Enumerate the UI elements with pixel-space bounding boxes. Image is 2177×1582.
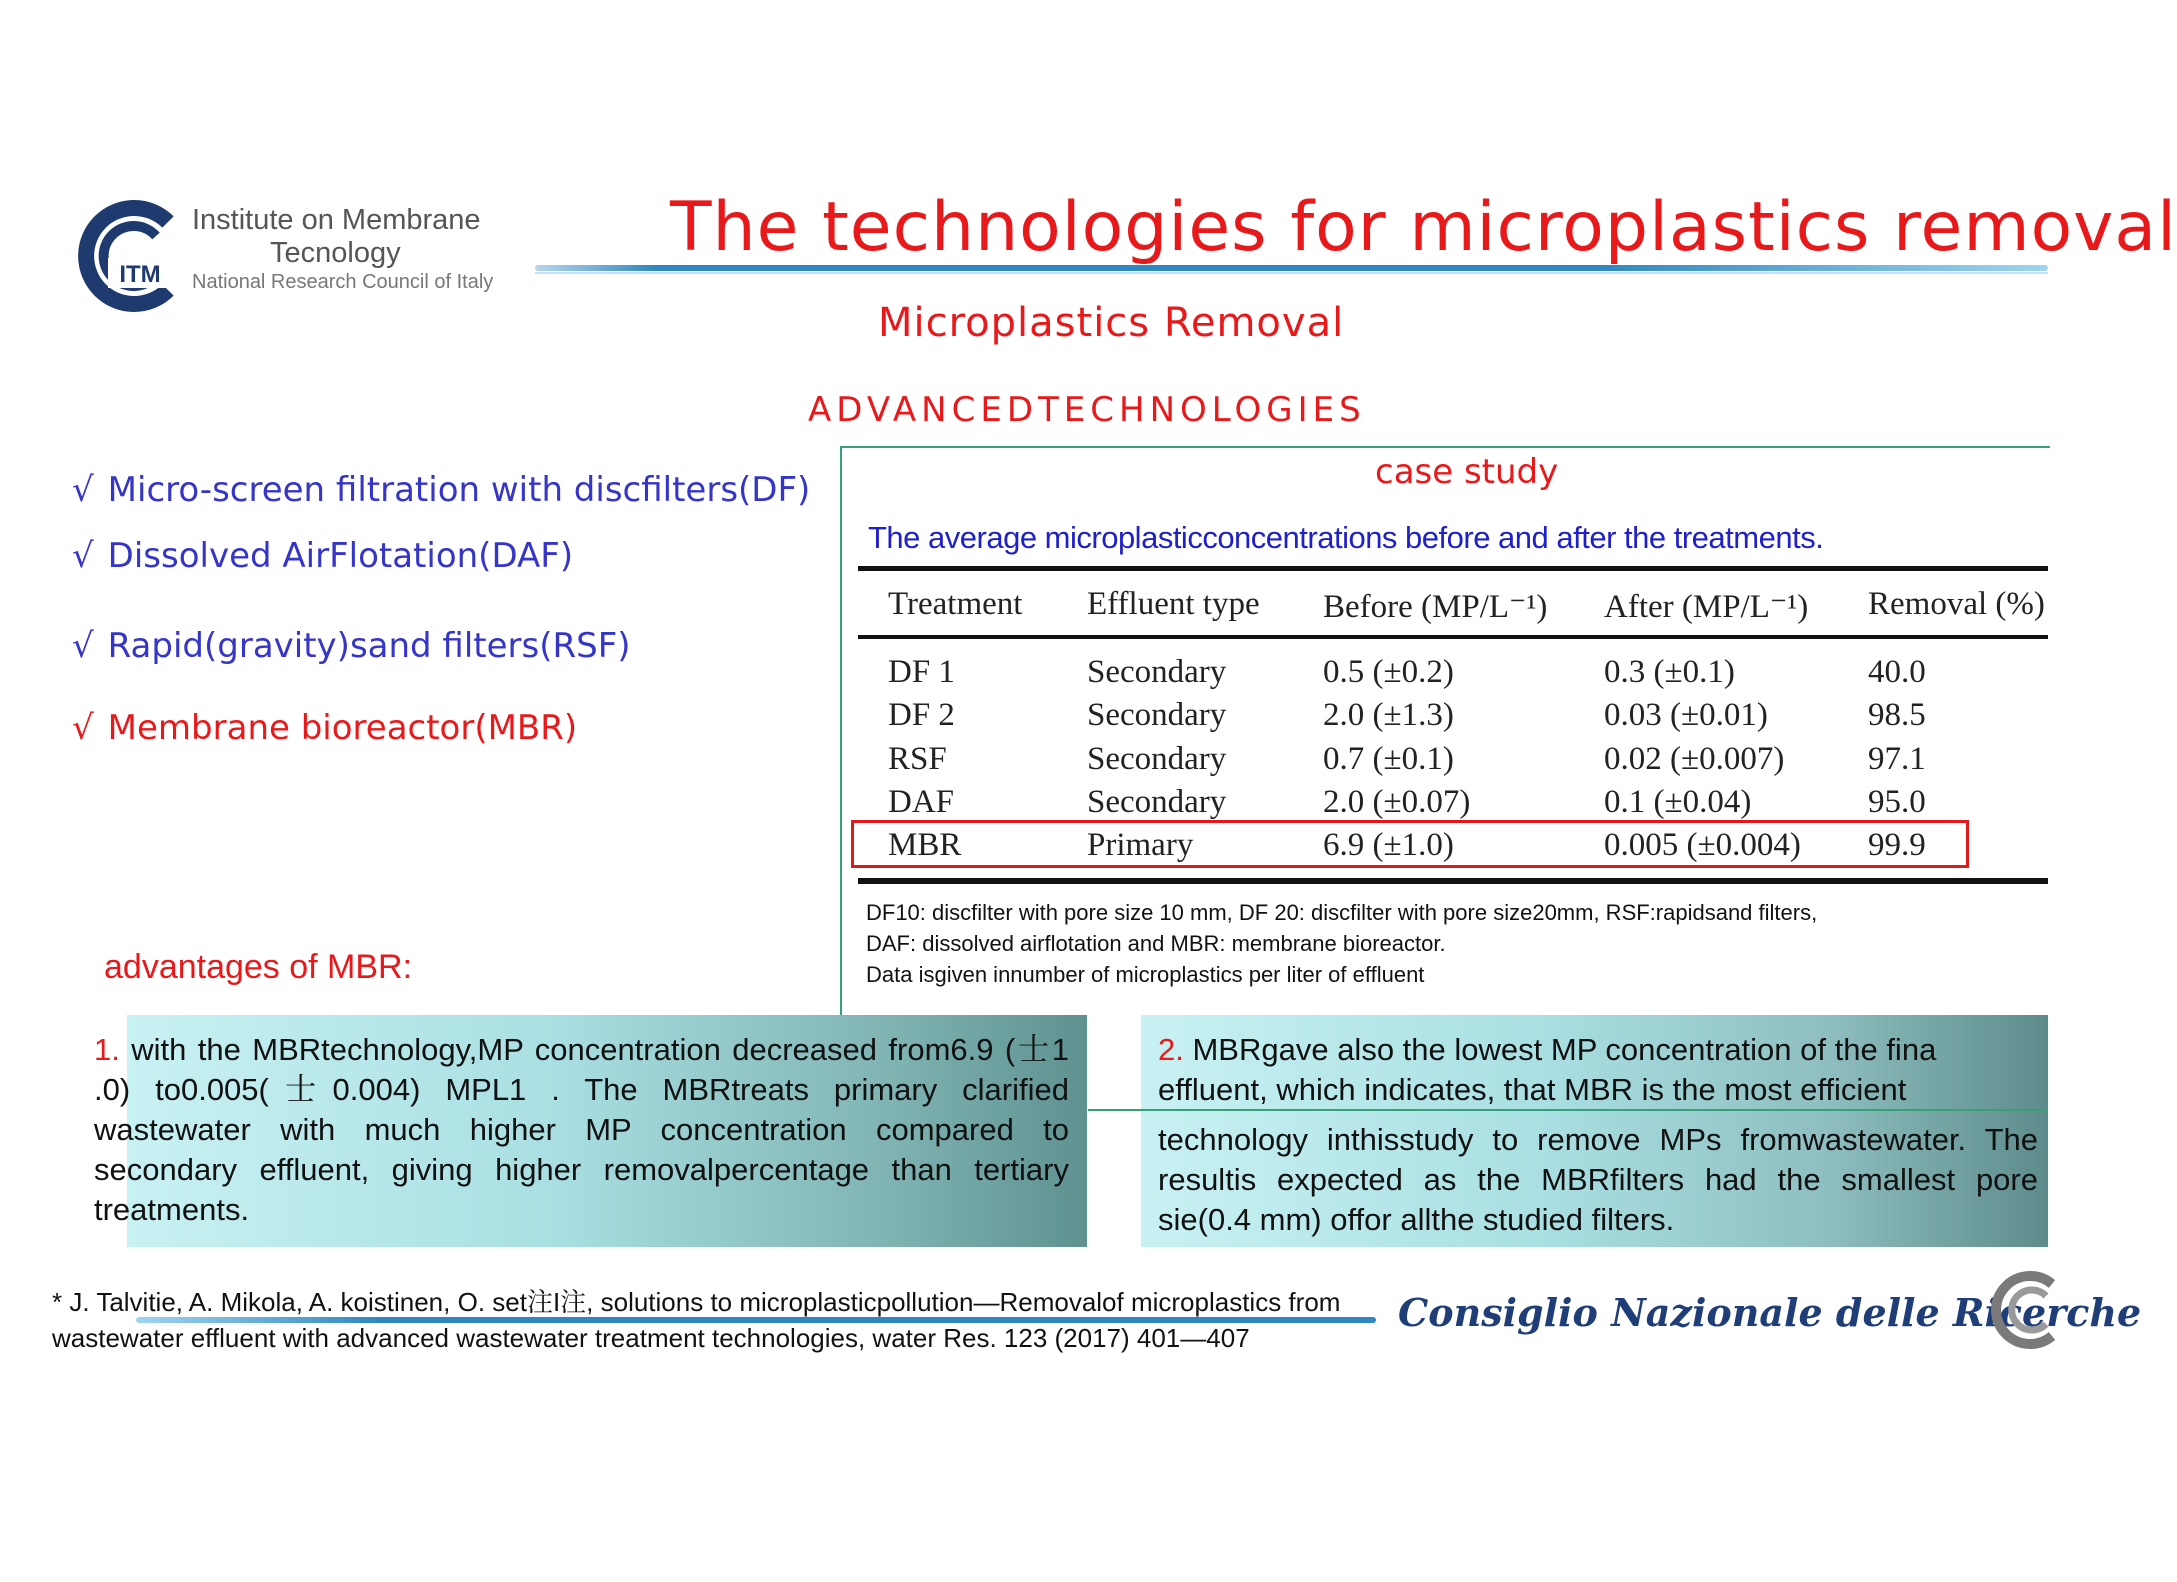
table-cell: 0.005 (±0.004): [1604, 827, 1801, 863]
column-header: Before (MP/L⁻¹): [1323, 589, 1548, 625]
table-cell: DAF: [888, 784, 955, 820]
list-item: √ Rapid(gravity)sand filters(RSF): [72, 626, 631, 666]
logo-line-1: Institute on Membrane: [192, 204, 481, 236]
case-study-title: case study: [1375, 452, 1559, 492]
column-header: Treatment: [888, 586, 1023, 622]
list-item: √ Membrane bioreactor(MBR): [72, 708, 578, 748]
advantage-2-text: 2. MBRgave also the lowest MP concentration of the fina effluent, which indicates, that MBR is the most efficient technology inthisstudy to remove MPs fromwastewater. The resultis expected as the MBRfilters had the smallest pore sie(0.4 mm) offor allthe studied filters.: [1158, 1032, 2038, 1237]
table-notes: [866, 898, 2046, 990]
table-rule-header: [858, 635, 2048, 639]
table-cell: Secondary: [1087, 741, 1227, 777]
table-cell: Secondary: [1087, 654, 1227, 690]
advantage-1-text: 1. with the MBRtechnology,MP concentration decreased from6.9 (士1 .0) to0.005(士0.004) MPL1 . The MBRtreats primary clarified wastewater with much higher MP concentration compared to secondary effluent, giving higher removalpercentage than tertiary treatments.: [94, 1032, 1069, 1227]
page-title: The technologies for microplastics removal: [670, 188, 2177, 267]
mbr-row-highlight: [851, 820, 1969, 868]
table-cell: 0.7 (±0.1): [1323, 741, 1454, 777]
table-cell: Secondary: [1087, 697, 1227, 733]
column-header: Effluent type: [1087, 586, 1260, 622]
title-underline-shadow: [535, 272, 2048, 274]
reference-citation: [52, 1284, 1340, 1356]
table-caption: The average microplasticconcentrations before and after the treatments.: [868, 520, 1824, 555]
table-cell: 95.0: [1868, 784, 1926, 820]
logo-line-2: Tecnology: [270, 237, 401, 270]
column-header: Removal (%): [1868, 586, 2045, 622]
table-cell: 2.0 (±1.3): [1323, 697, 1454, 733]
advantage-1-number: 1.: [94, 1032, 120, 1067]
itm-abbrev: ITM: [119, 261, 161, 288]
check-icon: √: [72, 626, 94, 666]
table-cell: Primary: [1087, 827, 1194, 863]
logo-line-3: National Research Council of Italy: [192, 270, 494, 293]
table-rule-bottom: [858, 878, 2048, 884]
table-cell: 97.1: [1868, 741, 1926, 777]
cnr-logo-icon: [1992, 1270, 2062, 1350]
table-cell: DF 2: [888, 697, 955, 733]
column-header: After (MP/L⁻¹): [1604, 589, 1809, 625]
table-rule-top: [858, 566, 2048, 571]
table-cell: 40.0: [1868, 654, 1926, 690]
page-subtitle: Microplastics Removal: [878, 300, 1345, 346]
list-item: √ Dissolved AirFlotation(DAF): [72, 536, 574, 576]
reference-line-1: * J. Talvitie, A. Mikola, A. koistinen, O. set注I注, solutions to microplasticpollution—Removalof microplastics from: [52, 1287, 1341, 1317]
section-label: ADVANCEDTECHNOLOGIES: [808, 390, 1366, 430]
itm-logo: [70, 190, 500, 320]
check-icon: √: [72, 470, 94, 510]
list-item: √ Micro-screen filtration with discfilters(DF): [72, 470, 811, 510]
check-icon: √: [72, 536, 94, 576]
table-cell: 0.03 (±0.01): [1604, 697, 1768, 733]
table-note: Data isgiven innumber of microplastics per liter of effluent: [866, 961, 1425, 987]
table-cell: Secondary: [1087, 784, 1227, 820]
table-cell: 0.02 (±0.007): [1604, 741, 1785, 777]
table-cell: 0.1 (±0.04): [1604, 784, 1752, 820]
table-cell: 98.5: [1868, 697, 1926, 733]
table-cell: 0.3 (±0.1): [1604, 654, 1735, 690]
table-cell: 6.9 (±1.0): [1323, 827, 1454, 863]
table-cell: 99.9: [1868, 827, 1926, 863]
cnr-script-logo: Consiglio Nazionale delle Ricerche: [1398, 1290, 2142, 1335]
table-cell: RSF: [888, 741, 947, 777]
reference-line-2: wastewater effluent with advanced wastewater treatment technologies, water Res. 123 (2017) 401—407: [52, 1323, 1250, 1353]
table-note: DAF: dissolved airflotation and MBR: membrane bioreactor.: [866, 930, 1446, 956]
itm-logo-icon: [76, 200, 188, 312]
table-note: DF10: discfilter with pore size 10 mm, DF 20: discfilter with pore size20mm, RSF:rapidsand filters,: [866, 900, 1818, 925]
table-cell: DF 1: [888, 654, 955, 690]
table-cell: MBR: [888, 827, 962, 863]
advantages-title: advantages of MBR:: [104, 948, 413, 986]
table-cell: 2.0 (±0.07): [1323, 784, 1471, 820]
table-cell: 0.5 (±0.2): [1323, 654, 1454, 690]
advantage-2-number: 2.: [1158, 1032, 1184, 1067]
divider-line: [1088, 1109, 2048, 1111]
check-icon: √: [72, 708, 94, 748]
